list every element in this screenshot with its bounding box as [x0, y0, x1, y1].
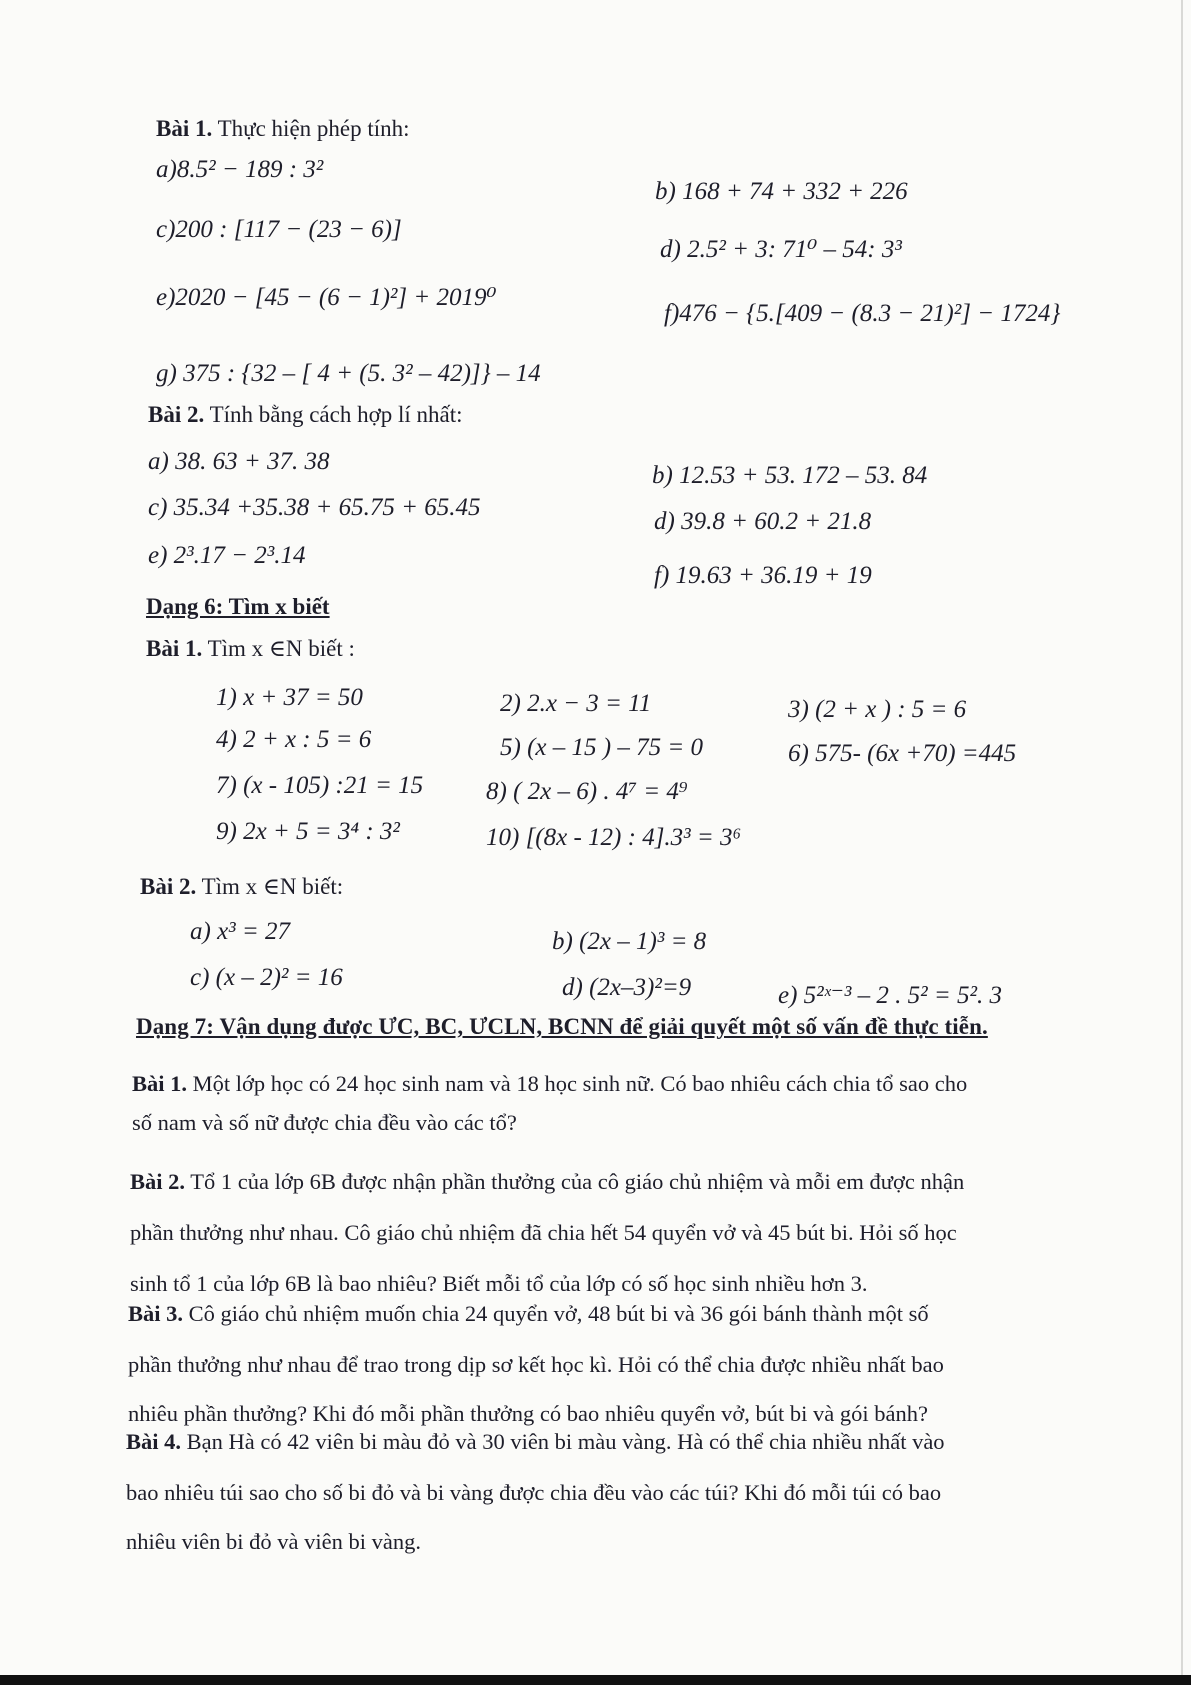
dang7-bai2: [130, 1168, 964, 1297]
dang7-bai1-line-2: số nam và số nữ được chia đều vào các tổ?: [132, 1110, 517, 1135]
find-x-item-1: 1) x + 37 = 50: [216, 684, 363, 711]
dang7-bai3-line-1: Bài 3. Cô giáo chủ nhiệm muốn chia 24 quyển vở, 48 bút bi và 36 gói bánh thành một số: [128, 1301, 929, 1326]
bai2-item-c: c) 35.34 +35.38 + 65.75 + 65.45: [148, 494, 481, 521]
dang6-bai2-item-d: d) (2x–3)²=9: [562, 974, 692, 1001]
find-x-item-6: 6) 575- (6x +70) =445: [788, 740, 1017, 767]
dang6-bai2-item-b: b) (2x – 1)³ = 8: [552, 928, 707, 955]
dang7-bai3-line-3: nhiêu phần thưởng? Khi đó mỗi phần thưởng có bao nhiêu quyển vở, bút bi và gói bánh?: [128, 1401, 928, 1426]
bai1-item-g: g) 375 : {32 – [ 4 + (5. 3² – 42)]} – 14: [156, 360, 541, 387]
find-x-item-8: 8) ( 2x – 6) . 4⁷ = 4⁹: [486, 778, 688, 805]
bai1-title: Bài 1. Thực hiện phép tính:: [156, 116, 410, 141]
find-x-item-4: 4) 2 + x : 5 = 6: [216, 726, 372, 753]
dang7-bai4-line-2: bao nhiêu túi sao cho số bi đỏ và bi vàng được chia đều vào các túi? Khi đó mỗi túi có bao: [126, 1480, 942, 1505]
dang7-bai2-line-1: Bài 2. Tổ 1 của lớp 6B được nhận phần thưởng của cô giáo chủ nhiệm và mỗi em được nhận: [130, 1169, 965, 1194]
find-x-item-3: 3) (2 + x ) : 5 = 6: [788, 696, 967, 723]
dang6-bai2-item-e: e) 5²ˣ⁻³ – 2 . 5² = 5². 3: [778, 982, 1003, 1009]
bai2-item-d: d) 39.8 + 60.2 + 21.8: [654, 508, 872, 535]
dang7-bai3: [128, 1300, 944, 1427]
find-x-item-7: 7) (x - 105) :21 = 15: [216, 772, 424, 799]
dang6-bai2-item-a: a) x³ = 27: [190, 918, 291, 945]
find-x-item-9: 9) 2x + 5 = 3⁴ : 3²: [216, 818, 400, 845]
dang6-bai1-title: Bài 1. Tìm x ∈N biết :: [146, 636, 355, 661]
bai2-item-e: e) 2³.17 − 2³.14: [148, 542, 306, 569]
bai1-item-d: d) 2.5² + 3: 71⁰ – 54: 3³: [660, 236, 902, 263]
scan-edge-line: [1181, 0, 1183, 1685]
dang7-bai2-line-3: sinh tổ 1 của lớp 6B là bao nhiêu? Biết mỗi tổ của lớp có số học sinh nhiều hơn 3.: [130, 1271, 868, 1296]
dang7-bai4-line-1: Bài 4. Bạn Hà có 42 viên bi màu đỏ và 30 viên bi màu vàng. Hà có thể chia nhiều nhất vào: [126, 1429, 945, 1454]
find-x-item-5: 5) (x – 15 ) – 75 = 0: [500, 734, 703, 761]
find-x-item-2: 2) 2.x − 3 = 11: [500, 690, 652, 717]
dang7-bai4: [126, 1428, 945, 1555]
bai1-item-a: a)8.5² − 189 : 3²: [156, 156, 324, 183]
bai1-item-e: e)2020 − [45 − (6 − 1)²] + 2019⁰: [156, 284, 497, 311]
bai2-item-b: b) 12.53 + 53. 172 – 53. 84: [652, 462, 928, 489]
dang6-bai2-item-c: c) (x – 2)² = 16: [190, 964, 343, 991]
bai2-item-a: a) 38. 63 + 37. 38: [148, 448, 330, 475]
dang7-bai4-line-3: nhiêu viên bi đỏ và viên bi vàng.: [126, 1529, 421, 1554]
dang6-heading: Dạng 6: Tìm x biết: [146, 594, 330, 619]
bai1-item-c: c)200 : [117 − (23 − 6)]: [156, 216, 402, 243]
bai1-item-b: b) 168 + 74 + 332 + 226: [655, 178, 908, 205]
bai2-title: Bài 2. Tính bằng cách hợp lí nhất:: [148, 402, 463, 427]
bai2-item-f: f) 19.63 + 36.19 + 19: [654, 562, 872, 589]
dang7-bai1-line-1: Bài 1. Một lớp học có 24 học sinh nam và 18 học sinh nữ. Có bao nhiêu cách chia tổ sao cho: [132, 1071, 968, 1096]
dang7-heading: Dạng 7: Vận dụng được ƯC, BC, ƯCLN, BCNN để giải quyết một số vấn đề thực tiễn.: [136, 1014, 988, 1039]
dang7-bai1: [132, 1070, 967, 1136]
dang6-bai2-title: Bài 2. Tìm x ∈N biết:: [140, 874, 344, 899]
scan-bottom-border: [0, 1675, 1191, 1685]
bai1-item-f: f)476 − {5.[409 − (8.3 − 21)²] − 1724}: [664, 300, 1061, 327]
dang7-bai2-line-2: phần thưởng như nhau. Cô giáo chủ nhiệm đã chia hết 54 quyển vở và 45 bút bi. Hỏi số học: [130, 1220, 957, 1245]
dang7-bai3-line-2: phần thưởng như nhau để trao trong dịp sơ kết học kì. Hỏi có thể chia được nhiều nhất bao: [128, 1352, 944, 1377]
find-x-item-10: 10) [(8x - 12) : 4].3³ = 3⁶: [486, 824, 742, 851]
